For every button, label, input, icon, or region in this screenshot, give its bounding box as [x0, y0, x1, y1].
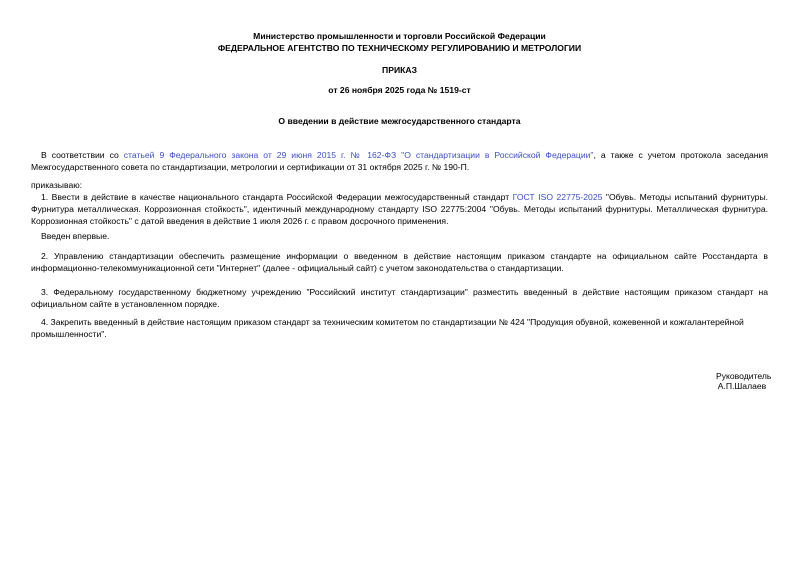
law-reference-link[interactable]: статьей 9 Федерального закона от 29 июня 2015 г. № 162-ФЗ "О стандартизации в Российской Федерации"	[123, 150, 594, 160]
intro-paragraph	[31, 149, 768, 173]
gost-standard-link[interactable]: ГОСТ ISO 22775-2025	[512, 192, 603, 202]
item1-text-post: "Обувь. Методы испытаний фурнитуры. Фурнитура металлическая. Коррозионная стойкость", идентичный международному стандарту ISO 22775:2004 "Обувь. Методы испытаний фурнитуры. Металлическая фурнитура. Коррозионная стойкость" с датой введения в действие 1 июля 2026 г. с правом досрочного применения.	[31, 192, 769, 226]
intro-text-post: , а также с учетом протокола заседания Межгосударственного совета по стандартизации, метрологии и сертификации от 31 октября 2025 г. № 190-П.	[31, 150, 768, 172]
order-item-2: 2. Управлению стандартизации обеспечить размещение информации о введенном в действие настоящим приказом стандарте на официальном сайте Росстандарта в информационно-телекоммуникационной сети "Интернет" (далее - официальный сайт) с учетом законодательства о стандартизации.	[31, 251, 768, 273]
document-header	[31, 30, 768, 54]
order-word: приказываю:	[31, 180, 83, 190]
signature-position: Руководитель	[716, 371, 772, 381]
order-item-1	[31, 191, 768, 227]
doc-title: О введении в действие межгосударственного стандарта	[278, 116, 521, 126]
signature-name: А.П.Шалаев	[717, 381, 767, 391]
intro-text-pre: В соответствии со	[41, 150, 124, 160]
first-time-note: Введен впервые.	[41, 231, 110, 241]
order-item-4: 4. Закрепить введенный в действие настоящим приказом стандарт за техническим комитетом по стандартизации № 424 "Продукция обувной, кожевенной и кожгалантерейной промышленности".	[31, 317, 744, 339]
doc-date-number: от 26 ноября 2025 года № 1519-ст	[328, 85, 471, 95]
doc-type: ПРИКАЗ	[382, 65, 417, 75]
order-item-3: 3. Федеральному государственному бюджетному учреждению "Российский институт стандартизации" разместить введенный в действие настоящим приказом стандарт на официальном сайте в установленном порядке.	[31, 287, 768, 309]
item1-text-pre: 1. Ввести в действие в качестве национального стандарта Российской Федерации межгосударственный стандарт	[41, 192, 513, 202]
agency-line: ФЕДЕРАЛЬНОЕ АГЕНТСТВО ПО ТЕХНИЧЕСКОМУ РЕГУЛИРОВАНИЮ И МЕТРОЛОГИИ	[217, 43, 582, 53]
ministry-line: Министерство промышленности и торговли Российской Федерации	[253, 31, 546, 41]
signature-block	[716, 371, 772, 391]
